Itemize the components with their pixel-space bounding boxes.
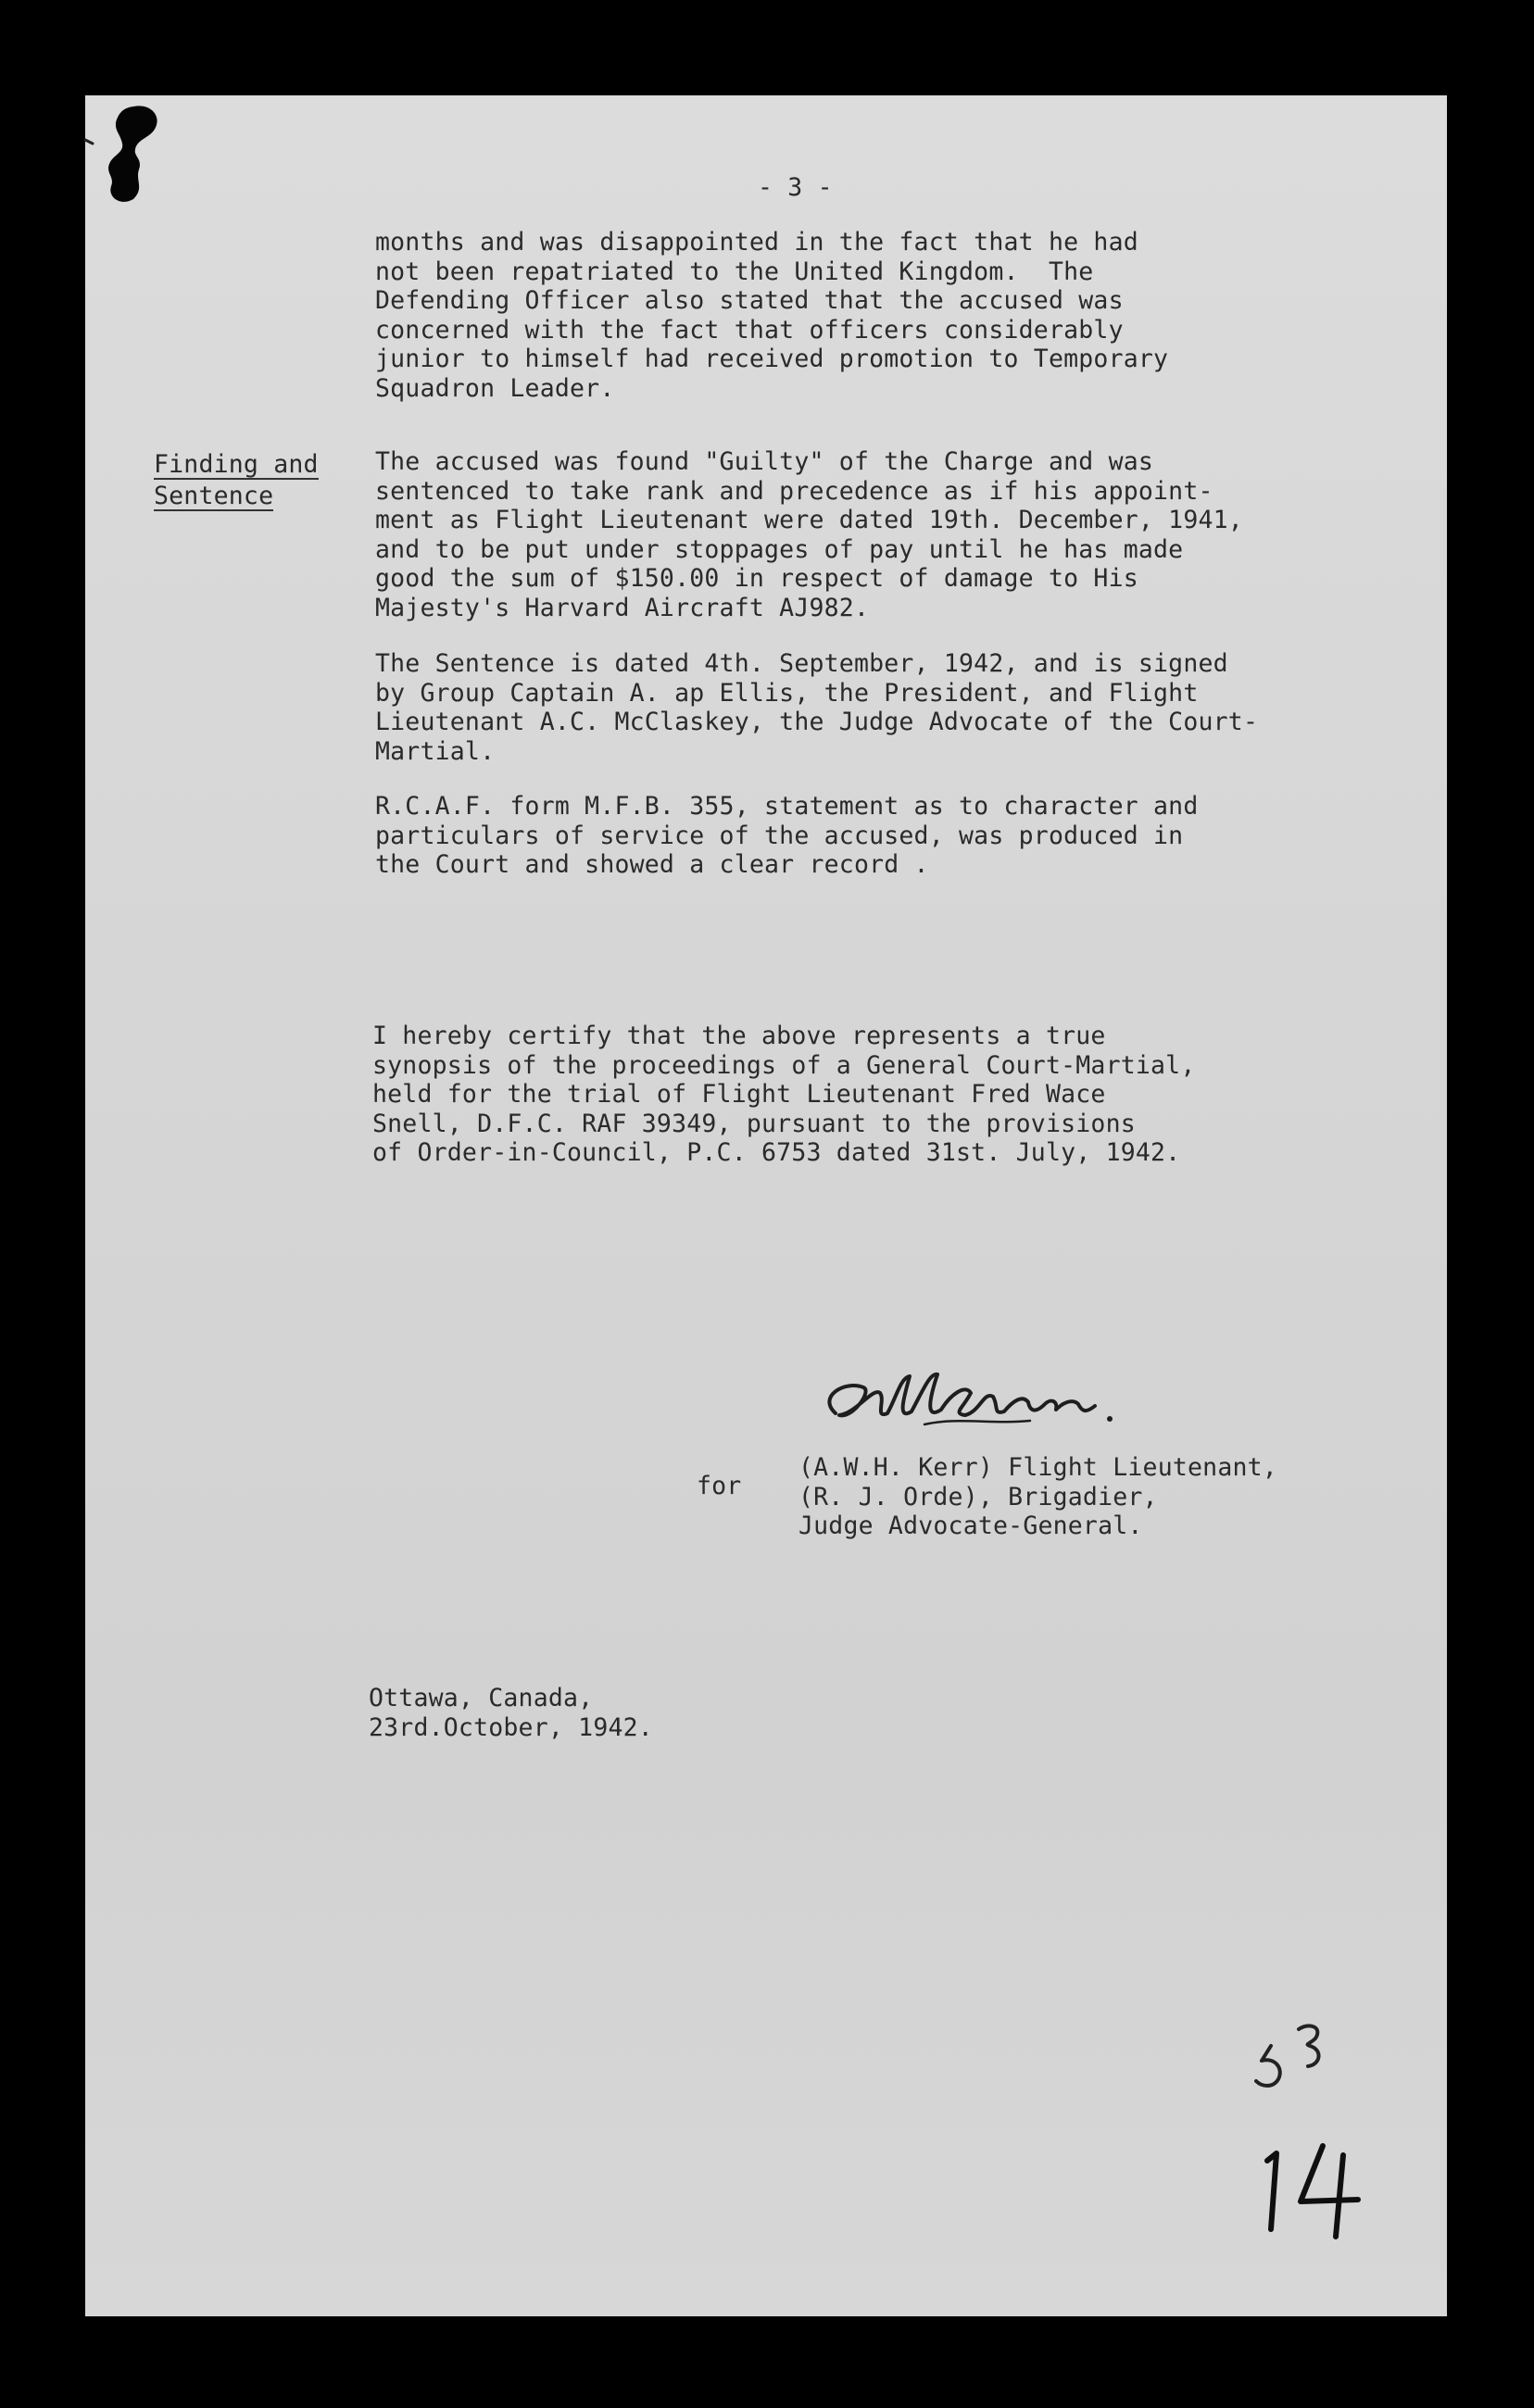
- paragraph-service-record: R.C.A.F. form M.F.B. 355, statement as to character and particulars of service of the accused, was produced in the Court and showed a clear record .: [375, 792, 1199, 879]
- handwritten-signature: [808, 1360, 1141, 1452]
- place-and-date: Ottawa, Canada, 23rd.October, 1942.: [369, 1684, 653, 1742]
- handwritten-folio-53: [1243, 2014, 1345, 2107]
- paragraph-certification: I hereby certify that the above represents a true synopsis of the proceedings of a General Court-Martial, held for the trial of Flight Lieutenant Fred Wace Snell, D.F.C. RAF 39349, pursuant to the provisions of Order-in-Council, P.C. 6753 dated 31st. July, 1942.: [372, 1022, 1196, 1167]
- paragraph-finding: The accused was found "Guilty" of the Charge and was sentenced to take rank and precedence as if his appoint- ment as Flight Lieutenant were dated 19th. December, 1941, and to be put under stoppages of pay until he has made good the sum of $150.00 in respect of damage to His Majesty's Harvard Aircraft AJ982.: [375, 447, 1243, 622]
- margin-heading-finding-and-sentence: Finding and Sentence: [154, 450, 319, 510]
- document-page: [85, 95, 1447, 2316]
- signature-for-label: for: [697, 1472, 742, 1500]
- page-number: - 3 -: [758, 173, 833, 202]
- paragraph-sentence-date: The Sentence is dated 4th. September, 1942, and is signed by Group Captain A. ap Ellis, the President, and Flight Lieutenant A.C. McClaskey, the Judge Advocate of the Court- Martial.: [375, 649, 1259, 766]
- ink-blot-mark: [82, 95, 165, 207]
- signature-block: (A.W.H. Kerr) Flight Lieutenant, (R. J. Orde), Brigadier, Judge Advocate-General.: [798, 1453, 1277, 1540]
- paragraph-defence-statement: months and was disappointed in the fact that he had not been repatriated to the United Kingdom. The Defending Officer also stated that the accused was concerned with the fact that officers considerably junior to himself had received promotion to Temporary Squadron Leader.: [375, 228, 1169, 403]
- handwritten-folio-14: [1254, 2133, 1384, 2244]
